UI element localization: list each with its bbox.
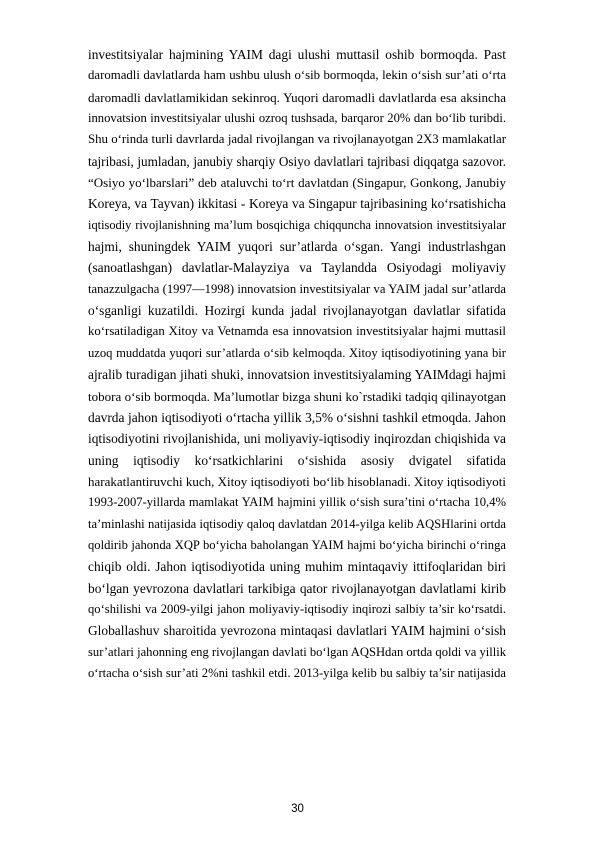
text-line: daromadli davlatlarda ham ushbu ulush o‘sib bormoqda, lekin o‘sish sur’ati o‘rta (88, 68, 506, 83)
page-number: 30 (291, 803, 304, 815)
text-line: harakatlantiruvchi kuch, Xitoy iqtisodiyoti bo‘lib hisoblanadi. Xitoy iqtisodiyoti (88, 473, 506, 489)
text-line: qo‘shilishi va 2009-yilgi jahon moliyaviy-iqtisodiy inqirozi salbiy ta’sir ko‘rsatdi. (88, 601, 506, 616)
body-text (88, 44, 506, 684)
text-line: 1993-2007-yillarda mamlakat YAIM hajmini yillik o‘sish sura’tini o‘rtacha 10,4% (88, 495, 506, 510)
text-line: tajribasi, jumladan, janubiy sharqiy Osiyo davlatlari tajribasi diqqatga sazovor. (88, 153, 506, 169)
text-line: Shu o‘rinda turli davrlarda jadal rivojlangan va rivojlanayotgan 2X3 mamlakatlar (88, 132, 506, 147)
text-line: ajralib turadigan jihati shuki, innovatsion investitsiyalaming YAIMdagi hajmi (88, 367, 506, 383)
text-line: tobora o‘sib bormoqda. Ma’lumotlar bizga shuni ko`rstadiki tadqiq qilinayotgan (88, 388, 506, 404)
text-line: chiqib oldi. Jahon iqtisodiyotida uning muhim mintaqaviy ittifoqlaridan biri (88, 559, 506, 575)
text-line: uning iqtisodiy ko‘rsatkichlarini o‘sishida asosiy dvigatel sifatida (88, 452, 506, 468)
text-line: innovatsion investitsiyalar ulushi ozroq tushsada, barqaror 20% dan bo‘lib turibdi. (88, 111, 506, 126)
text-line: investitsiyalar hajmining YAIM dagi ulushi muttasil oshib bormoqda. Past (88, 47, 506, 62)
text-line: hajmi, shuningdek YAIM yuqori sur’atlarda o‘sgan. Yangi industrlashgan (88, 239, 506, 255)
text-line: o‘sganligi kuzatildi. Hozirgi kunda jadal rivojlanayotgan davlatlar sifatida (88, 303, 506, 319)
text-line: tanazzulgacha (1997—1998) innovatsion investitsiyalar va YAIM jadal sur’atlarda (88, 281, 506, 296)
text-line: Koreya, va Tayvan) ikkitasi - Koreya va Singapur tajribasining ko‘rsatishicha (88, 196, 506, 212)
text-line: (sanoatlashgan) davlatlar-Malayziya va Taylandda Osiyodagi moliyaviy (88, 260, 506, 276)
text-line: qoldirib jahonda XQP bo‘yicha baholangan YAIM hajmi bo‘yicha birinchi o‘ringa (88, 537, 506, 552)
text-line: “Osiyo yo‘lbarslari” deb ataluvchi to‘rt davlatdan (Singapur, Gonkong, Janubiy (88, 175, 506, 191)
text-line: davrda jahon iqtisodiyoti o‘rtacha yillik 3,5% o‘sishni tashkil etmoqda. Jahon (88, 409, 506, 425)
text-line: uzoq muddatda yuqori sur’atlarda o‘sib kelmoqda. Xitoy iqtisodiyotining yana bir (88, 345, 506, 360)
text-line: iqtisodiyotini rivojlanishida, uni moliyaviy-iqtisodiy inqirozdan chiqishida va (88, 431, 506, 447)
text-line: Globallashuv sharoitida yevrozona mintaqasi davlatlari YAIM hajmini o‘sish (88, 623, 506, 639)
text-line: ko‘rsatiladigan Xitoy va Vetnamda esa innovatsion investitsiyalar hajmi muttasil (88, 324, 506, 339)
text-line: ta’minlashi natijasida iqtisodiy qaloq davlatdan 2014-yilga kelib AQSHlarini ortda (88, 516, 506, 531)
text-line: iqtisodiy rivojlanishning ma’lum bosqichiga chiqquncha innovatsion investitsiyalar (88, 217, 506, 232)
text-line: sur’atlari jahonning eng rivojlangan davlati bo‘lgan AQSHdan ortda qoldi va yillik (88, 644, 507, 659)
text-line: bo‘lgan yevrozona davlatlari tarkibiga qator rivojlanayotgan davlatlami kirib (88, 580, 506, 596)
text-line: daromadli davlatlamikidan sekinroq. Yuqori daromadli davlatlarda esa aksincha (88, 89, 506, 105)
text-line: o‘rtacha o‘sish sur’ati 2%ni tashkil etdi. 2013-yilga kelib bu salbiy ta’sir natijasida (88, 665, 506, 680)
